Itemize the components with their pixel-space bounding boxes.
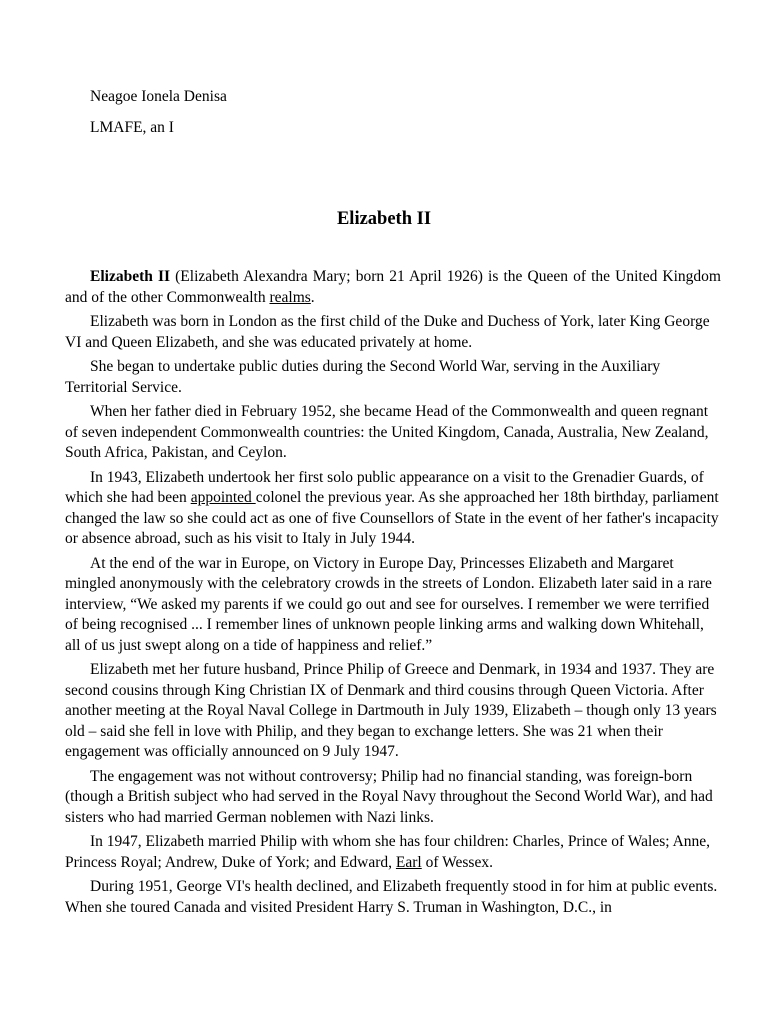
paragraph-birth: Elizabeth was born in London as the first child of the Duke and Duchess of York, later King George VI and Queen Elizabeth, and she was educated privately at home. xyxy=(65,313,710,351)
realms-link[interactable]: realms xyxy=(269,288,311,306)
author-name: Neagoe Ionela Denisa xyxy=(90,88,227,105)
paragraph-public-duties: She began to undertake public duties during the Second World War, serving in the Auxiliary Territorial Service. xyxy=(65,358,661,396)
paragraph-victory-day: At the end of the war in Europe, on Victory in Europe Day, Princesses Elizabeth and Margaret mingled anonymously with the celebratory crowds in the streets of London. Elizabeth later said in a rare interview, “We asked my parents if we could go out and see for ourselves. I remember we were terrified of being recognised ... I remember lines of unknown people linking arms and walking down Whitehall, all of us just swept along on a tide of happiness and relief.” xyxy=(65,554,712,654)
subject-name: Elizabeth II xyxy=(90,268,171,285)
intro-end: . xyxy=(310,288,315,306)
document-title: Elizabeth II xyxy=(336,209,432,229)
paragraph-grenadier-guards xyxy=(65,468,721,550)
appointed-link[interactable]: appointed xyxy=(190,489,256,506)
paragraph-1951: During 1951, George VI's health declined, and Elizabeth frequently stood in for him at public events. When she toured Canada and visited President Harry S. Truman in Washington, D.C., in xyxy=(65,878,718,916)
author-group: LMAFE, an I xyxy=(90,119,174,136)
paragraph-prince-philip: Elizabeth met her future husband, Prince Philip of Greece and Denmark, in 1934 and 1937. They are second cousins through King Christian IX of Denmark and third cousins through Queen Victoria. After another meeting at the Royal Naval College in Dartmouth in July 1939, Elizabeth – though only 13 years old – said she fell in love with Philip, and they began to exchange letters. She was 21 when their engagement was officially announced on 9 July 1947. xyxy=(65,661,717,760)
paragraph-accession: When her father died in February 1952, she became Head of the Commonwealth and queen regnant of seven independent Commonwealth countries: the United Kingdom, Canada, Australia, New Zealand, South Africa, Pakistan, and Ceylon. xyxy=(65,403,709,461)
grenadier-text-after: colonel the previous year. As she approached her 18th birthday, parliament changed the law so she could act as one of five Counsellors of State in the event of her father's incapacity or absence abroad, such as his visit to Italy in July 1944. xyxy=(65,489,719,547)
paragraph-intro xyxy=(65,267,721,308)
marriage-text-after: of Wessex. xyxy=(421,853,493,871)
earl-link[interactable]: Earl xyxy=(395,853,422,871)
intro-text: (Elizabeth Alexandra Mary; born 21 April 1926) is the Queen of the United Kingdom and of the other Commonwealth xyxy=(65,268,721,306)
marriage-text-before: In 1947, Elizabeth married Philip with whom she has four children: Charles, Prince of Wales; Anne, Princess Royal; Andrew, Duke of York; and Edward, xyxy=(65,833,711,871)
document-body xyxy=(65,267,721,922)
paragraph-marriage xyxy=(65,832,721,873)
paragraph-engagement: The engagement was not without controversy; Philip had no financial standing, was foreign-born (though a British subject who had served in the Royal Navy throughout the Second World War), and had sisters who had married German noblemen with Nazi links. xyxy=(65,767,713,826)
grenadier-text-before: In 1943, Elizabeth undertook her first solo public appearance on a visit to the Grenadier Guards, of which she had been xyxy=(65,468,704,506)
